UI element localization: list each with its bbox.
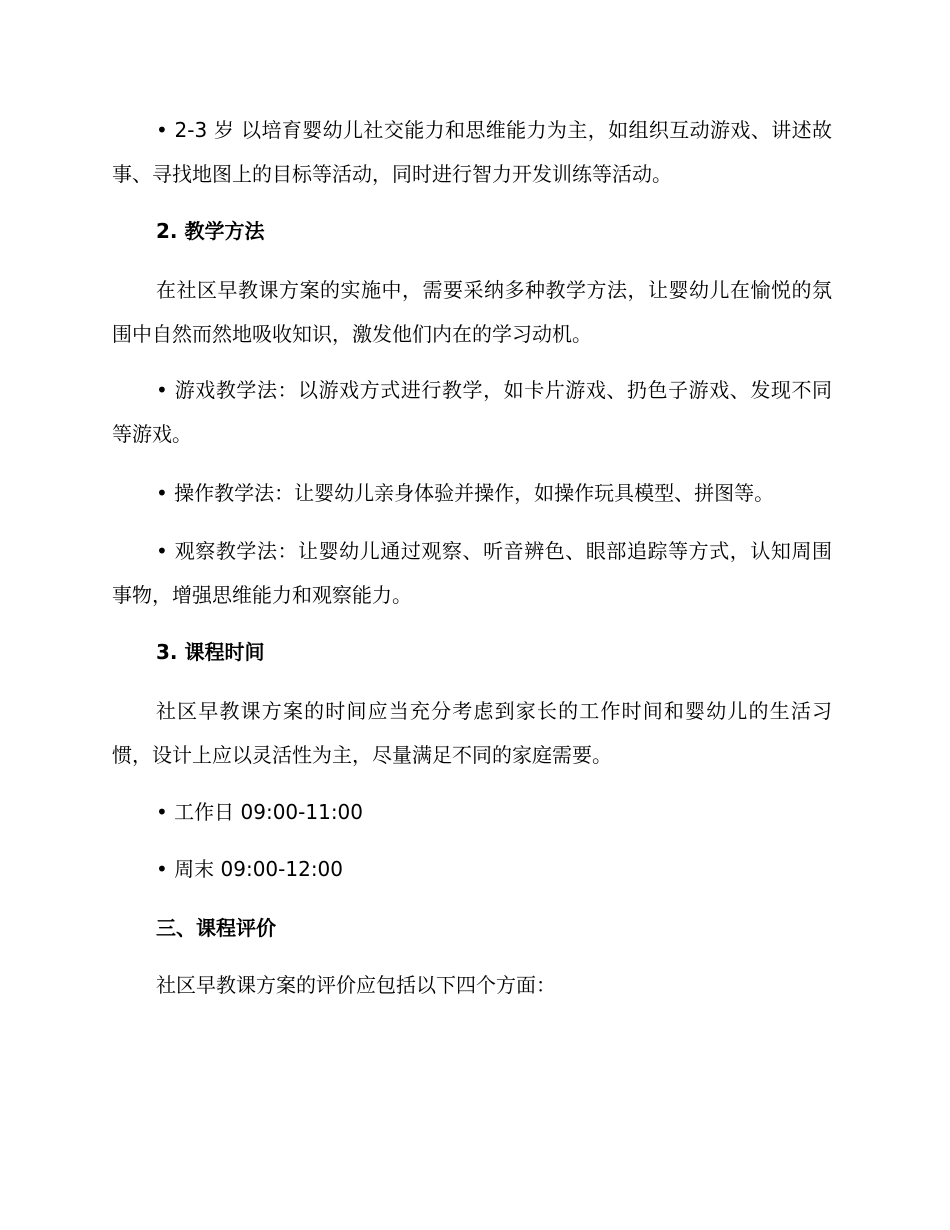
paragraph-age-2-3: • 2-3 岁 以培育婴幼儿社交能力和思维能力为主，如组织互动游戏、讲述故事、寻找地图上的目标等活动，同时进行智力开发训练等活动。	[112, 118, 832, 186]
section-heading-teaching-methods: 2. 教学方法	[156, 219, 265, 243]
paragraph-evaluation-intro: 社区早教课方案的评价应包括以下四个方面：	[156, 973, 556, 997]
paragraph-course-time-intro: 社区早教课方案的时间应当充分考虑到家长的工作时间和婴幼儿的生活习惯，设计上应以灵活性为主，尽量满足不同的家庭需要。	[112, 699, 832, 767]
bullet-weekday-time: • 工作日 09:00-11:00	[156, 800, 364, 824]
section-heading-course-time: 3. 课程时间	[156, 640, 265, 664]
section-heading-course-evaluation: 三、课程评价	[156, 916, 276, 940]
paragraph-teaching-methods-intro: 在社区早教课方案的实施中，需要采纳多种教学方法，让婴幼儿在愉悦的氛围中自然而然地吸收知识，激发他们内在的学习动机。	[112, 278, 832, 346]
bullet-observation-method: • 观察教学法：让婴幼儿通过观察、听音辨色、眼部追踪等方式，认知周围事物，增强思维能力和观察能力。	[112, 539, 832, 607]
bullet-weekend-time: • 周末 09:00-12:00	[156, 857, 344, 881]
bullet-operation-method: • 操作教学法：让婴幼儿亲身体验并操作，如操作玩具模型、拼图等。	[156, 481, 775, 505]
bullet-game-method: • 游戏教学法：以游戏方式进行教学，如卡片游戏、扔色子游戏、发现不同等游戏。	[112, 378, 832, 446]
